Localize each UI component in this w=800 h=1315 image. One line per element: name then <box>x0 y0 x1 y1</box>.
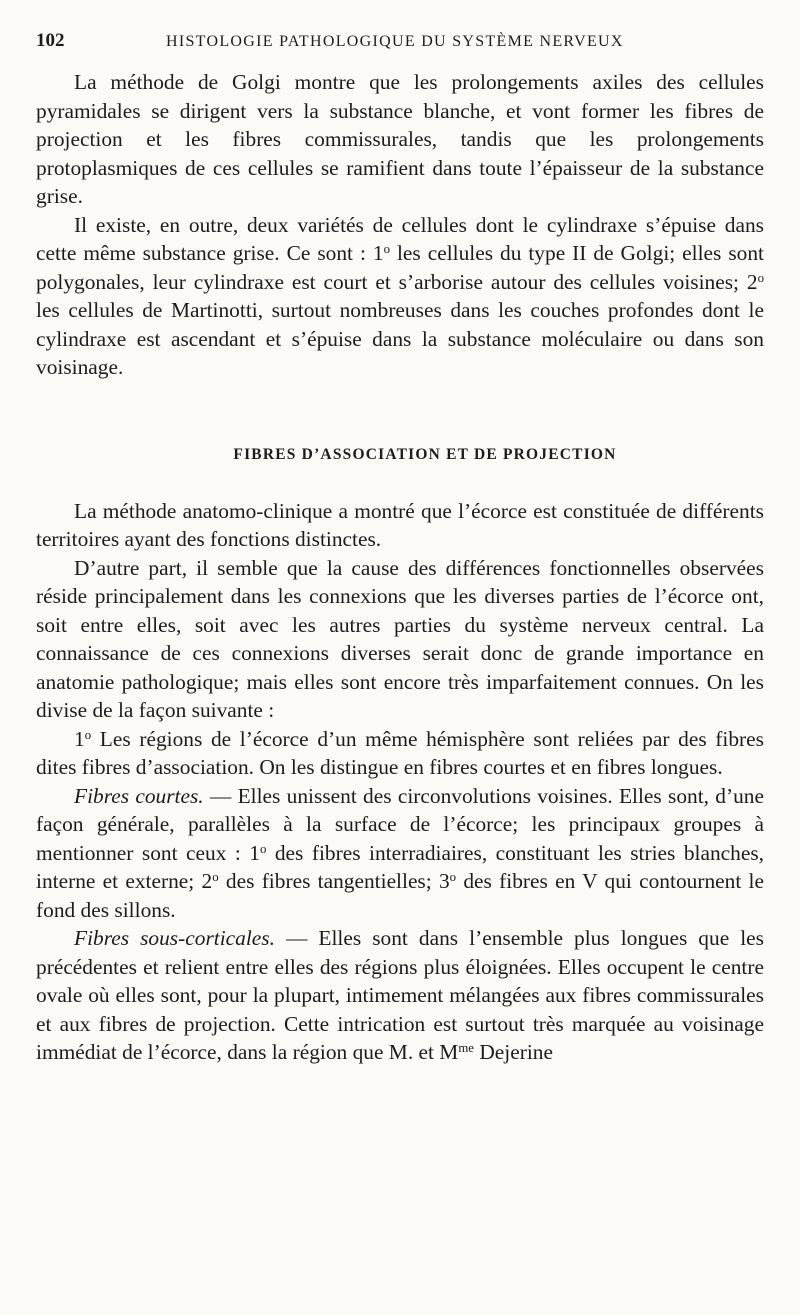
paragraph-golgi-method <box>36 68 764 211</box>
text-run: les cellules du type II de Golgi; elles sont polygonales, leur cylindraxe est court et s’arborise autour des cellules voisines; 2 <box>36 241 764 294</box>
run-in-heading: Fibres courtes. <box>74 783 204 808</box>
text-run: des fibres interradiaires, constituant les stries blanches, interne et externe; 2 <box>36 840 765 893</box>
ordinal-superscript: o <box>383 241 390 256</box>
text-run: les cellules de Martinotti, surtout nombreuses dans les couches profondes dont le cylindraxe est ascendant et s’épuise dans la substance moléculaire ou dans son voisinage. <box>36 298 764 379</box>
paragraph-short-fibres <box>36 782 764 925</box>
body-text <box>36 68 764 1067</box>
list-number: 1 <box>74 726 85 751</box>
paragraph-cell-varieties <box>36 211 764 382</box>
text-run: Les régions de l’écorce d’un même hémisphère sont reliées par des fibres dites fibres d’association. On les distingue en fibres courtes et en fibres longues. <box>36 726 764 779</box>
paragraph-text: La méthode anatomo-clinique a montré que l’écorce est constituée de différents territoires ayant des fonctions distinctes. <box>36 498 764 551</box>
text-run: des fibres en V qui contournent le fond des sillons. <box>36 869 764 922</box>
ordinal-superscript: o <box>212 869 219 884</box>
text-run: — Elles unissent des circonvolutions voisines. Elles sont, d’une façon générale, parallèles à la surface de l’écorce; les principaux groupes à mentionner sont ceux : 1 <box>36 783 764 865</box>
paragraph-text: D’autre part, il semble que la cause des différences fonctionnelles observées réside principalement dans les connexions que les diverses parties de l’écorce ont, soit entre elles, soit avec les autres parties du système nerveux central. La connaissance de ces connexions diverses serait donc de grande importance en anatomie pathologique; mais elles sont encore très imparfaitement connues. On les divise de la façon suivante : <box>36 555 764 722</box>
section-heading: FIBRES D’ASSOCIATION ET DE PROJECTION <box>233 445 617 463</box>
run-in-heading: Fibres sous-corticales. <box>74 926 275 950</box>
ordinal-superscript: o <box>757 270 764 285</box>
text-run: des fibres tangentielles; 3 <box>218 869 450 893</box>
ordinal-superscript: o <box>259 841 267 856</box>
paragraph-association-fibres <box>36 725 764 782</box>
paragraph-subcortical-fibres <box>36 924 764 1067</box>
running-title: HISTOLOGIE PATHOLOGIQUE DU SYSTÈME NERVEUX <box>166 33 624 50</box>
paragraph-text: La méthode de Golgi montre que les prolongements axiles des cellules pyramidales se dirigent vers la substance blanche, et vont former les fibres de projection et les fibres commissurales, tandis que les prolongements protoplasmiques de ces cellules se ramifient dans toute l’épaisseur de la substance grise. <box>36 70 764 208</box>
text-run: Il existe, en outre, deux variétés de cellules dont le cylindraxe s’épuise dans cette même substance grise. Ce sont : 1 <box>36 212 764 265</box>
paragraph-anatomo-clinical <box>36 497 764 554</box>
title-superscript: me <box>458 1040 474 1055</box>
page-number: 102 <box>36 30 65 51</box>
running-header <box>36 30 760 60</box>
text-run: — Elles sont dans l’ensemble plus longues que les précédentes et relient entre elles des régions plus éloignées. Elles occupent le centre ovale où elles sont, pour la plupart, intimement mélangées aux fibres commissurales et aux fibres de projection. Cette intrication est surtout très marquée au voisinage immédiat de l’écorce, dans la région que M. et M <box>36 926 764 1064</box>
text-run: Dejerine <box>474 1040 553 1064</box>
ordinal-superscript: o <box>449 869 457 884</box>
paragraph-connections <box>36 554 764 725</box>
ordinal-superscript: o <box>84 727 92 742</box>
